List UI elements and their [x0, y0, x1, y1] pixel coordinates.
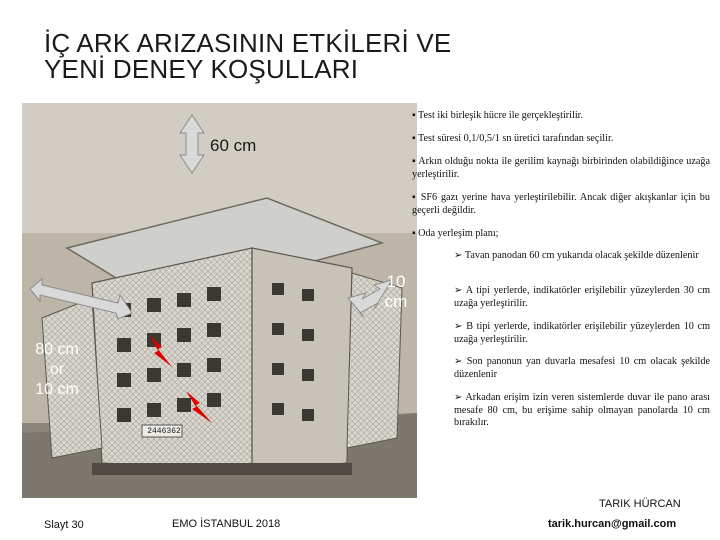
- footer-email: tarik.hurcan@gmail.com: [548, 518, 677, 530]
- bullet-item: ▪ Arkın olduğu nokta ile gerilim kaynağı birbirinden olabildiğince uzağa yerleştirilir.: [412, 156, 710, 180]
- title-line-1: İÇ ARK ARIZASININ ETKİLERİ VE: [44, 28, 452, 58]
- side-gap-label-line-1: 10: [386, 272, 406, 291]
- front-gap-label: [24, 340, 90, 400]
- sub-bullet-item: ➢ B tipi yerlerde, indikatörler erişilebilir yüzeylerden 10 cm uzağa yerleştirilir.: [454, 321, 710, 345]
- photo-illustration: [22, 103, 417, 498]
- sub-bullet-item: ➢ Tavan panodan 60 cm yukarıda olacak şekilde düzenlenir: [454, 250, 699, 261]
- bullet-item: ▪ Test süresi 0,1/0,5/1 sn üretici tarafından seçilir.: [412, 133, 614, 144]
- sub-bullet-item: ➢ Arkadan erişim izin veren sistemlerde duvar ile pano arası mesafe 80 cm, bu erişime sahip olmayan panolarda 10 cm bırakılır.: [454, 392, 710, 428]
- front-gap-label-line-1: 80 cm: [35, 341, 79, 358]
- slide-title: [44, 30, 604, 82]
- sub-bullet-item: ➢ A tipi yerlerde, indikatörler erişilebilir yüzeylerden 30 cm uzağa yerleştirilir.: [454, 285, 710, 309]
- photo-label: 2446362: [147, 427, 181, 436]
- ceiling-gap-label: 60 cm: [210, 136, 257, 155]
- footer-author: TARIK HÜRCAN: [599, 498, 681, 510]
- bullet-item: ▪ Test iki birleşik hücre ile gerçekleştirilir.: [412, 110, 584, 121]
- side-gap-label: [376, 272, 416, 312]
- bullet-item: ▪ Oda yerleşim planı;: [412, 228, 499, 239]
- front-gap-label-line-2: or: [49, 361, 65, 378]
- side-gap-label-line-2: cm: [384, 292, 408, 311]
- title-line-2: YENİ DENEY KOŞULLARI: [44, 54, 359, 84]
- sub-bullet-item: ➢ Son panonun yan duvarla mesafesi 10 cm olacak şekilde düzenlenir: [454, 356, 710, 380]
- footer-org: EMO İSTANBUL 2018: [172, 518, 281, 530]
- bullet-item: ▪ SF6 gazı yerine hava yerleştirilebilir. Ancak diğer akışkanlar için bu geçerli değildir.: [412, 192, 710, 216]
- front-gap-label-line-3: 10 cm: [35, 381, 79, 398]
- slide-number: Slayt 30: [44, 519, 84, 531]
- switchgear-photo: [22, 103, 417, 498]
